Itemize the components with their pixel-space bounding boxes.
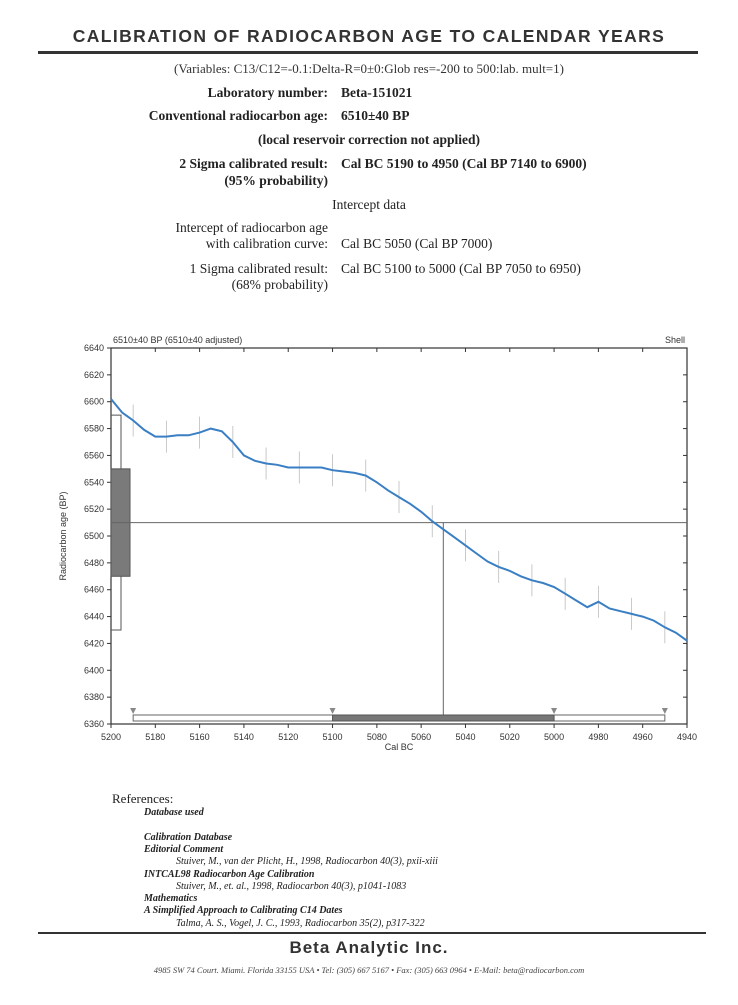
x-tick-label: 5060 [411, 732, 432, 742]
x-tick-label: 5000 [544, 732, 565, 742]
y-tick-label: 6540 [83, 477, 104, 488]
y-tick-label: 6620 [83, 369, 104, 380]
sigma1-prob-label: (68% probability) [231, 277, 328, 292]
y-tick-label: 6420 [83, 638, 104, 649]
x-tick-label: 5180 [145, 732, 166, 742]
top-rule [38, 51, 698, 54]
reference-line: Calibration Database [144, 831, 233, 843]
conv-age-value: 6510±40 BP [341, 108, 410, 123]
variables-line: (Variables: C13/C12=-0.1:Delta-R=0±0:Glob res=-200 to 500:lab. mult=1) [174, 61, 564, 76]
x-tick-label: 4960 [632, 732, 653, 742]
sigma1-label: 1 Sigma calibrated result: [189, 261, 328, 276]
sigma2-label: 2 Sigma calibrated result: [179, 156, 328, 171]
y-tick-label: 6500 [83, 531, 104, 541]
x-tick-label: 5140 [233, 732, 254, 742]
reference-line: Talma, A. S., Vogel, J. C., 1993, Radiocarbon 35(2), p317-322 [176, 917, 425, 929]
range-marker [330, 708, 336, 714]
range-marker [130, 708, 136, 714]
calibration-chart [0, 330, 738, 770]
y-tick-label: 6400 [83, 665, 104, 676]
bottom-rule [38, 932, 706, 934]
sigma2-prob-label: (95% probability) [224, 173, 328, 188]
intercept-heading: Intercept data [332, 197, 406, 212]
x-tick-label: 5200 [100, 732, 122, 742]
y-tick-label: 6640 [83, 343, 104, 353]
company-name: Beta Analytic Inc. [289, 938, 449, 957]
reference-line: Database used [144, 807, 204, 818]
x-tick-label: 4940 [676, 732, 698, 742]
lab-number-label: Laboratory number: [207, 85, 328, 100]
x-tick-label: 5100 [322, 732, 343, 742]
y-tick-label: 6440 [83, 611, 104, 622]
conv-age-label: Conventional radiocarbon age: [148, 108, 328, 123]
intercept-label-1: Intercept of radiocarbon age [175, 220, 328, 235]
y-tick-label: 6560 [83, 450, 104, 461]
chart-title-left: 6510±40 BP (6510±40 adjusted) [113, 335, 243, 345]
sigma1-value: Cal BC 5100 to 5000 (Cal BP 7050 to 6950) [341, 261, 581, 276]
page-title: CALIBRATION OF RADIOCARBON AGE TO CALENDAR YEARS [72, 26, 666, 46]
intercept-label-2: with calibration curve: [205, 236, 328, 251]
references-heading: References: [112, 791, 174, 806]
y-tick-label: 6600 [83, 396, 104, 407]
reference-line: Stuiver, M., et. al., 1998, Radiocarbon 40(3), p1041-1083 [176, 880, 407, 892]
x-tick-label: 5020 [499, 732, 520, 742]
y-tick-label: 6580 [83, 423, 104, 434]
x-tick-label: 4980 [588, 732, 609, 742]
reference-line: Mathematics [144, 893, 198, 905]
intercept-value: Cal BC 5050 (Cal BP 7000) [341, 236, 493, 251]
y-tick-label: 6380 [83, 692, 104, 703]
plot-frame [111, 348, 687, 724]
reference-line: INTCAL98 Radiocarbon Age Calibration [144, 868, 315, 880]
x-tick-label: 5160 [189, 732, 210, 742]
reservoir-note: (local reservoir correction not applied) [258, 132, 480, 147]
y-tick-label: 6480 [83, 557, 104, 568]
y-tick-label: 6360 [83, 719, 104, 729]
chart-title-right: Shell [664, 335, 685, 345]
reference-line: Editorial Comment [144, 843, 224, 855]
reference-line: Stuiver, M., van der Plicht, H., 1998, Radiocarbon 40(3), pxii-xiii [176, 856, 438, 868]
company-address: 4985 SW 74 Court. Miami. Florida 33155 USA • Tel: (305) 667 5167 • Fax: (305) 663 0964 • E-Mail: beta@radiocarbon.com [153, 965, 585, 975]
sigma1-range-x [333, 715, 555, 721]
reference-line: A Simplified Approach to Calibrating C14 Dates [144, 905, 343, 917]
y-tick-label: 6520 [83, 504, 104, 515]
sigma2-value: Cal BC 5190 to 4950 (Cal BP 7140 to 6900) [341, 156, 587, 171]
y-tick-label: 6460 [83, 584, 104, 595]
range-marker [551, 708, 557, 714]
y-axis-label: Radiocarbon age (BP) [58, 491, 68, 581]
x-tick-label: 5040 [455, 732, 476, 742]
x-tick-label: 5080 [366, 732, 387, 742]
calibration-curve [111, 399, 687, 641]
x-tick-label: 5120 [278, 732, 299, 742]
lab-number-value: Beta-151021 [341, 85, 413, 100]
range-marker [662, 708, 668, 714]
x-axis-label: Cal BC [384, 742, 414, 752]
